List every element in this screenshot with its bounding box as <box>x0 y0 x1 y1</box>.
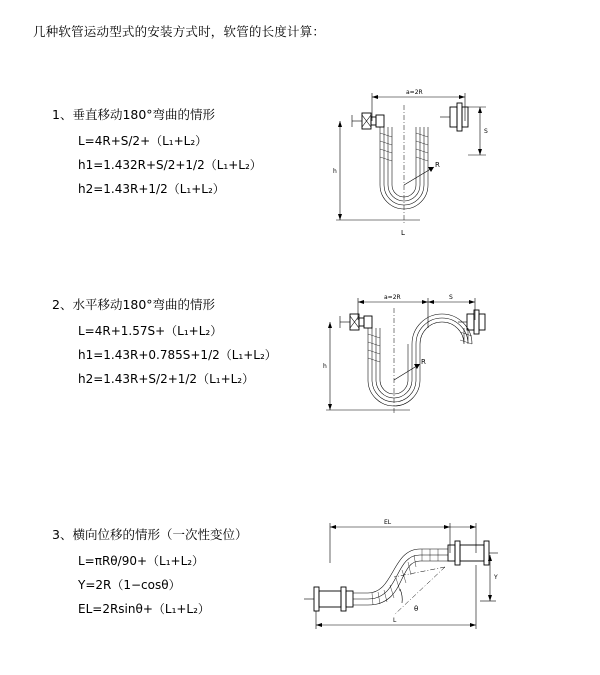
dimension-L-3 <box>316 565 476 629</box>
svg-text:R: R <box>435 161 440 169</box>
section-2-text <box>52 295 322 394</box>
left-flange-3 <box>304 587 353 611</box>
svg-text:Y: Y <box>494 574 498 581</box>
svg-text:S: S <box>449 294 453 301</box>
svg-text:R: R <box>421 358 426 366</box>
dimension-top-s <box>428 294 475 320</box>
section-1-figure <box>300 75 510 275</box>
section-2-title: 2、水平移动180°弯曲的情形 <box>52 297 216 312</box>
section-1-formula-2: h1=1.432R+S/2+1/2（L₁+L₂） <box>78 158 262 172</box>
angle-theta <box>394 567 445 615</box>
dimension-top <box>372 89 465 121</box>
section-3-title: 3、横向位移的情形（一次性变位） <box>52 527 248 542</box>
section-1-formula-1: L=4R+S/2+（L₁+L₂） <box>78 134 208 148</box>
section-1-formula-3: h2=1.43R+1/2（L₁+L₂） <box>78 182 225 196</box>
section-2-formula-3: h2=1.43R+S/2+1/2（L₁+L₂） <box>78 372 255 386</box>
hose-corrugation-3 <box>372 549 438 605</box>
dimension-right-s <box>468 107 488 155</box>
section-3-formula-3: EL=2Rsinθ+（L₁+L₂） <box>78 602 210 616</box>
radius-label-2 <box>394 358 426 380</box>
left-flange <box>352 113 384 129</box>
section-2-formula-1: L=4R+1.57S+（L₁+L₂） <box>78 324 223 338</box>
svg-text:a=2R: a=2R <box>406 89 423 96</box>
svg-text:S: S <box>484 128 488 135</box>
label-L <box>401 229 405 237</box>
radius-label <box>404 161 440 185</box>
svg-text:θ: θ <box>414 605 419 613</box>
svg-text:h: h <box>333 168 337 175</box>
right-flange <box>440 103 468 131</box>
svg-text:L: L <box>393 617 397 624</box>
hose-path-3 <box>353 549 448 605</box>
dimension-left-h-2 <box>323 322 410 410</box>
section-3-figure <box>290 505 505 645</box>
section-3-formula-2: Y=2R（1−cosθ） <box>78 578 181 592</box>
dimension-top-a <box>358 294 428 328</box>
svg-text:h: h <box>323 363 327 370</box>
section-1-text <box>52 105 322 204</box>
svg-text:EL: EL <box>384 519 392 526</box>
section-3-formula-1: L=πRθ/90+（L₁+L₂） <box>78 554 205 568</box>
hose-path-2 <box>368 314 472 406</box>
section-2-formula-2: h1=1.43R+0.785S+1/2（L₁+L₂） <box>78 348 277 362</box>
svg-text:a=2R: a=2R <box>384 294 401 301</box>
section-2-figure <box>300 280 510 460</box>
svg-text:L: L <box>401 229 405 237</box>
page-title: 几种软管运动型式的安装方式时，软管的长度计算： <box>33 24 326 39</box>
section-3-text <box>52 525 322 624</box>
right-flange-3 <box>448 541 498 565</box>
dimension-left-h <box>333 121 420 220</box>
section-1-title: 1、垂直移动180°弯曲的情形 <box>52 107 216 122</box>
left-flange-2 <box>340 314 372 330</box>
